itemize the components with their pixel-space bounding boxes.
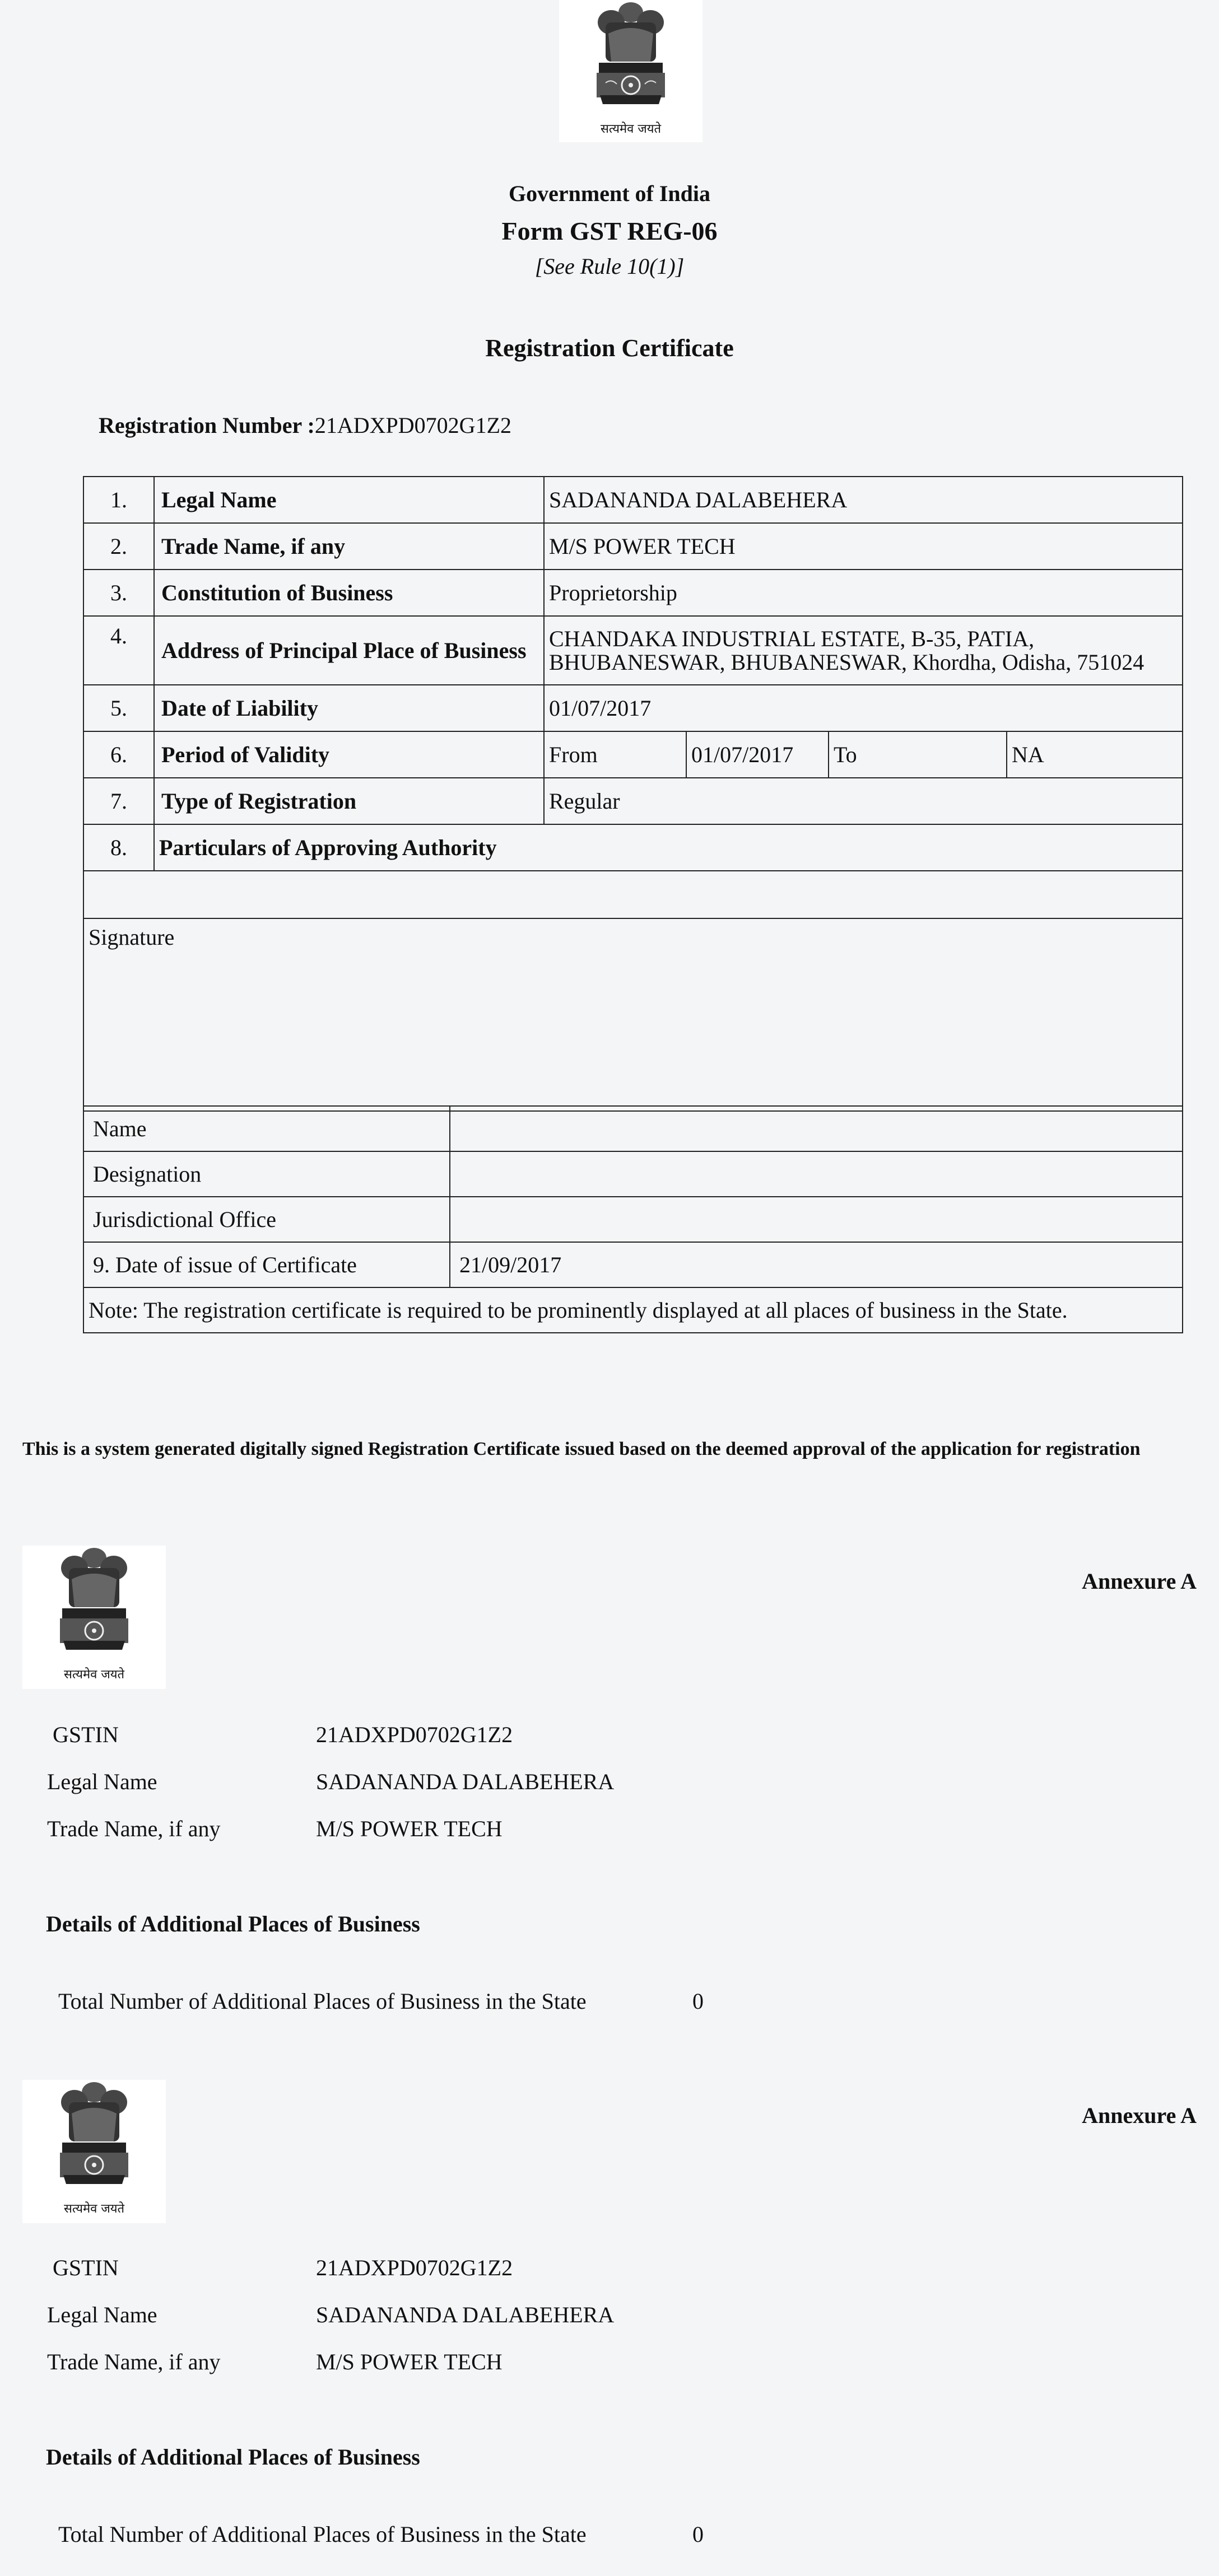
additional-places-heading: Details of Additional Places of Business [46,1911,420,1936]
gstin-value: 21ADXPD0702G1Z2 [316,2255,513,2280]
national-emblem-logo [559,0,702,142]
registration-number-label: Registration Number : [99,413,315,438]
row-label: Constitution of Business [154,570,544,616]
jurisdictional-office-value [450,1197,1183,1242]
row-number: 2. [83,523,154,570]
table-row [83,778,1183,824]
table-row [83,477,1183,523]
trade-name-label: Trade Name, if any [47,2349,221,2374]
table-row [83,731,1183,778]
validity-to-label: To [829,731,1007,778]
lion-capital-icon [52,2080,136,2197]
trade-name-value: M/S POWER TECH [316,1816,503,1841]
authority-name-label: Name [83,1106,450,1151]
row-label: Trade Name, if any [154,523,544,570]
gstin-label: GSTIN [53,2255,119,2280]
row-number: 8. [83,824,154,871]
row-number: 3. [83,570,154,616]
legal-name-label: Legal Name [47,2302,157,2327]
emblem-motto: सत्यमेव जयते [63,2202,125,2216]
total-places-label: Total Number of Additional Places of Business in the State [58,2522,587,2547]
table-row [83,570,1183,616]
row-value: M/S POWER TECH [544,523,1183,570]
row-label: Address of Principal Place of Business [154,616,544,685]
signature-box: Signature [83,918,1183,1111]
table-row [83,1106,1183,1151]
row-number: 1. [83,477,154,523]
authority-designation-label: Designation [83,1151,450,1197]
table-row [83,1151,1183,1197]
additional-places-heading: Details of Additional Places of Business [46,2444,420,2470]
validity-from-label: From [544,731,686,778]
row-value: Proprietorship [544,570,1183,616]
row-label: Particulars of Approving Authority [154,824,1183,871]
row-number: 4. [83,616,154,685]
system-generated-note: This is a system generated digitally signed Registration Certificate issued based on the deemed approval of the application for registration [22,1439,1141,1459]
row-label: Type of Registration [154,778,544,824]
jurisdictional-office-label: Jurisdictional Office [83,1197,450,1242]
row-number: 7. [83,778,154,824]
emblem-motto: सत्यमेव जयते [600,122,662,136]
authority-designation-value [450,1151,1183,1197]
authority-table [83,1105,1183,1333]
legal-name-label: Legal Name [47,1769,157,1794]
annexure-title: Annexure A [1082,2103,1197,2128]
trade-name-label: Trade Name, if any [47,1816,221,1841]
row-value: CHANDAKA INDUSTRIAL ESTATE, B-35, PATIA, BHUBANESWAR, BHUBANESWAR, Khordha, Odisha, 751024 [544,616,1183,685]
total-places-label: Total Number of Additional Places of Business in the State [58,1989,587,2014]
table-row [83,824,1183,871]
lion-capital-icon [52,1546,136,1663]
certificate-title: Registration Certificate [485,334,734,362]
table-row [83,616,1183,685]
form-title: Form GST REG-06 [501,217,718,245]
row-number: 6. [83,731,154,778]
table-row [83,1287,1183,1333]
rule-reference: [See Rule 10(1)] [534,254,685,279]
table-row [83,1242,1183,1287]
legal-name-value: SADANANDA DALABEHERA [316,1769,615,1794]
row-value: Regular [544,778,1183,824]
lion-capital-icon [589,0,673,118]
table-row [83,871,1183,918]
national-emblem-logo [22,1546,166,1689]
government-title: Government of India [509,181,710,206]
registration-number-value: 21ADXPD0702G1Z2 [314,413,512,438]
legal-name-value: SADANANDA DALABEHERA [316,2302,615,2327]
table-row [83,918,1183,1111]
authority-name-value [450,1106,1183,1151]
total-places-value: 0 [692,2522,704,2547]
registration-details-table [83,476,1183,1112]
row-label: Date of Liability [154,685,544,731]
trade-name-value: M/S POWER TECH [316,2349,503,2374]
row-value: SADANANDA DALABEHERA [544,477,1183,523]
issue-date-value: 21/09/2017 [450,1242,1183,1287]
registration-number [99,412,511,438]
table-row [83,523,1183,570]
table-row [83,685,1183,731]
emblem-motto: सत्यमेव जयते [63,1668,125,1682]
empty-row [83,871,1183,918]
national-emblem-logo [22,2080,166,2223]
row-label: Period of Validity [154,731,544,778]
table-row [83,1197,1183,1242]
display-note: Note: The registration certificate is required to be prominently displayed at all places of business in the State. [83,1287,1183,1333]
row-number: 5. [83,685,154,731]
validity-to-value: NA [1007,731,1183,778]
row-value: 01/07/2017 [544,685,1183,731]
issue-date-label: 9. Date of issue of Certificate [83,1242,450,1287]
gstin-label: GSTIN [53,1722,119,1747]
gstin-value: 21ADXPD0702G1Z2 [316,1722,513,1747]
row-label: Legal Name [154,477,544,523]
annexure-title: Annexure A [1082,1569,1197,1594]
validity-from-value: 01/07/2017 [686,731,829,778]
total-places-value: 0 [692,1989,704,2014]
